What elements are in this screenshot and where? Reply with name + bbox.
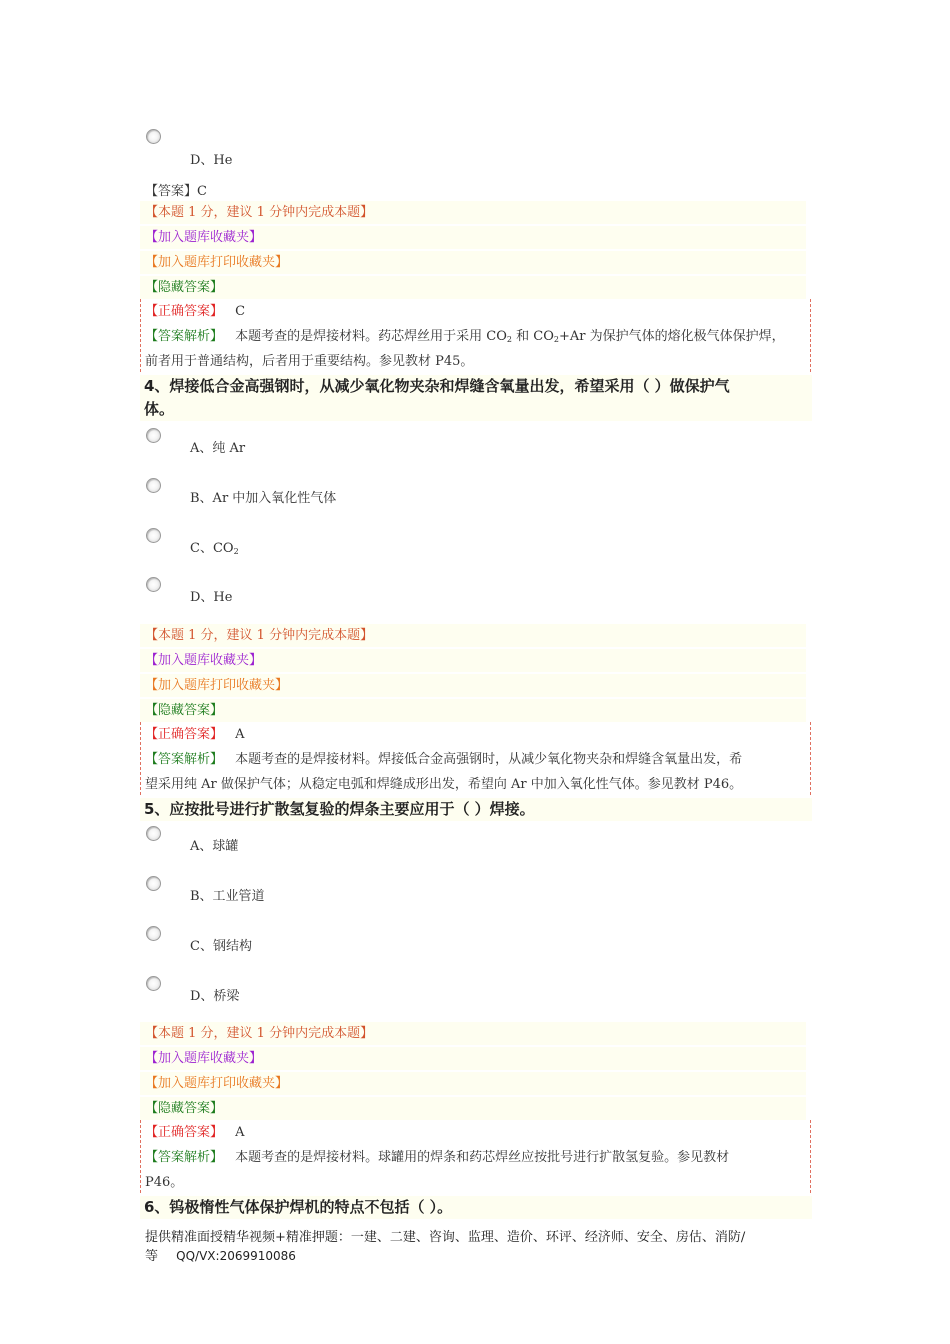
subscript: 2: [233, 547, 239, 556]
add-favorite-link[interactable]: 【加入题库收藏夹】: [145, 653, 263, 668]
analysis-text: 本题考查的是焊接材料。药芯焊丝用于采用 CO: [235, 329, 507, 344]
correct-answer-label: 【正确答案】: [145, 304, 224, 319]
q5-option-d-radio[interactable]: [146, 976, 161, 991]
analysis-label: 【答案解析】: [145, 1150, 224, 1165]
q4-option-d-label: D、He: [190, 590, 233, 605]
q4-option-a-radio[interactable]: [146, 428, 161, 443]
hide-answer-link[interactable]: 【隐藏答案】: [145, 703, 224, 718]
add-print-favorite-link[interactable]: 【加入题库打印收藏夹】: [145, 678, 289, 693]
score-hint: 【本题 1 分，建议 1 分钟内完成本题】: [145, 628, 374, 643]
q5-option-c-radio[interactable]: [146, 926, 161, 941]
analysis-text: 本题考查的是焊接材料。球罐用的焊条和药芯焊丝应按批号进行扩散氢复验。参见教材: [235, 1150, 730, 1165]
correct-answer-row: [145, 300, 245, 323]
correct-answer-label: 【正确答案】: [145, 727, 224, 742]
hide-answer-link[interactable]: 【隐藏答案】: [145, 280, 224, 295]
analysis-label: 【答案解析】: [145, 752, 224, 767]
analysis-label: 【答案解析】: [145, 329, 224, 344]
footer-line-2: [145, 1247, 815, 1266]
q5-option-b-radio[interactable]: [146, 876, 161, 891]
footer-ad: [145, 1228, 815, 1266]
correct-answer-value: A: [235, 1125, 245, 1140]
analysis-text-line2: 望采用纯 Ar 做保护气体；从稳定电弧和焊缝成形出发，希望向 Ar 中加入氧化性气体。参见教材 P46。: [145, 777, 743, 792]
subscript: 2: [506, 335, 512, 344]
q5-option-c-label: C、钢结构: [190, 939, 252, 954]
meta-band: [140, 276, 806, 299]
hide-answer-link[interactable]: 【隐藏答案】: [145, 1101, 224, 1116]
subscript: 2: [553, 335, 559, 344]
question-6-title: 6、钨极惰性气体保护焊机的特点不包括（ ）。: [140, 1196, 812, 1219]
footer-line-1: 提供精准面授精华视频+精准押题：一建、二建、咨询、监理、造价、环评、经济师、安全、房估、消防/: [145, 1230, 746, 1245]
correct-answer-value: C: [235, 304, 246, 319]
footer-contact: QQ/VX:2069910086: [176, 1249, 296, 1263]
add-print-favorite-link[interactable]: 【加入题库打印收藏夹】: [145, 1076, 289, 1091]
analysis-row: [145, 1146, 729, 1169]
q4-option-a-label: A、纯 Ar: [190, 441, 246, 456]
add-favorite-link[interactable]: 【加入题库收藏夹】: [145, 1051, 263, 1066]
correct-answer-value: A: [235, 727, 245, 742]
analysis-row: [145, 325, 785, 351]
option-d-label: D、He: [190, 153, 233, 168]
q4-option-c-label: [190, 537, 239, 556]
score-hint: 【本题 1 分，建议 1 分钟内完成本题】: [145, 205, 374, 220]
question-title-line: 体。: [144, 400, 175, 418]
q5-option-a-radio[interactable]: [146, 826, 161, 841]
q4-option-b-radio[interactable]: [146, 478, 161, 493]
q5-option-b-label: B、工业管道: [190, 889, 265, 904]
analysis-text-line2: 前者用于普通结构，后者用于重要结构。参见教材 P45。: [145, 354, 474, 369]
add-favorite-link[interactable]: 【加入题库收藏夹】: [145, 230, 263, 245]
q5-option-a-label: A、球罐: [190, 839, 239, 854]
question-title-line: 4、焊接低合金高强钢时，从减少氧化物夹杂和焊缝含氧量出发，希望采用（ ）做保护气: [144, 377, 730, 395]
score-hint: 【本题 1 分，建议 1 分钟内完成本题】: [145, 1026, 374, 1041]
q4-option-d-radio[interactable]: [146, 577, 161, 592]
analysis-text: +Ar 为保护气体的熔化极气体保护焊，: [558, 329, 785, 344]
meta-band: [140, 699, 806, 722]
q4-option-c-radio[interactable]: [146, 528, 161, 543]
question-5-title: 5、应按批号进行扩散氢复验的焊条主要应用于（ ）焊接。: [140, 798, 812, 821]
answer-line: 【答案】C: [145, 184, 207, 199]
footer-prefix: 等: [145, 1249, 159, 1264]
analysis-text: 和 CO: [512, 329, 554, 344]
option-text: C、CO: [190, 541, 234, 556]
question-4-title: [140, 375, 812, 421]
analysis-text: 本题考查的是焊接材料。焊接低合金高强钢时，从减少氧化物夹杂和焊缝含氧量出发，希: [235, 752, 743, 767]
option-d-radio[interactable]: [146, 129, 161, 144]
analysis-text-line2: P46。: [145, 1175, 184, 1190]
q5-option-d-label: D、桥梁: [190, 989, 240, 1004]
meta-band: [140, 1097, 806, 1120]
correct-answer-row: [145, 723, 245, 746]
analysis-row: [145, 748, 742, 771]
q4-option-b-label: B、Ar 中加入氧化性气体: [190, 491, 337, 506]
add-print-favorite-link[interactable]: 【加入题库打印收藏夹】: [145, 255, 289, 270]
correct-answer-row: [145, 1121, 245, 1144]
correct-answer-label: 【正确答案】: [145, 1125, 224, 1140]
